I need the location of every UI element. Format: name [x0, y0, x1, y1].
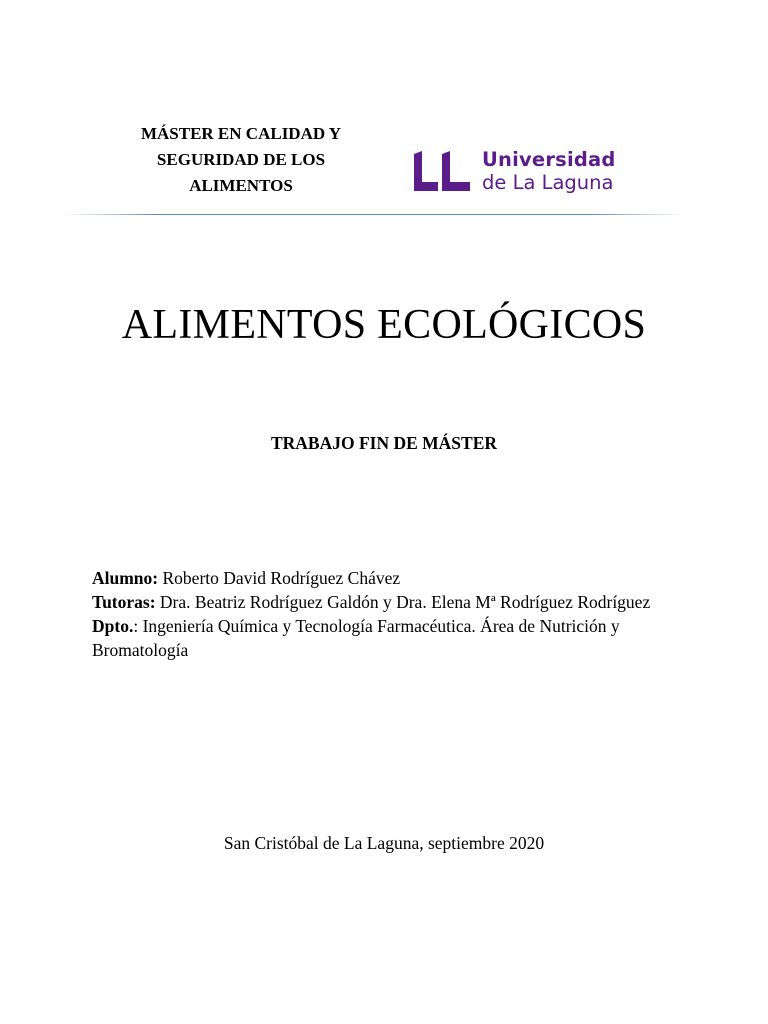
place-date: San Cristóbal de La Laguna, septiembre 2020	[223, 833, 545, 853]
master-title-line: MÁSTER EN CALIDAD Y	[140, 124, 342, 143]
tutoras-label: Tutoras:	[92, 592, 156, 612]
alumno-value: Roberto David Rodríguez Chávez	[158, 568, 401, 588]
logo-line-2: de La Laguna	[482, 171, 614, 194]
document-subtitle: TRABAJO FIN DE MÁSTER	[270, 433, 498, 453]
tutoras-line	[92, 590, 682, 614]
dpto-line	[92, 614, 682, 662]
logo-line-1: Universidad	[482, 148, 616, 171]
header-divider	[64, 214, 684, 215]
alumno-label: Alumno:	[92, 568, 159, 588]
university-logo	[414, 148, 634, 196]
dpto-label: Dpto.	[92, 616, 134, 636]
master-title-line: SEGURIDAD DE LOS	[156, 150, 326, 169]
dpto-value: : Ingeniería Química y Tecnología Farmacéutica. Área de Nutrición y Bromatología	[92, 616, 620, 660]
alumno-line	[92, 566, 682, 590]
tutoras-value: Dra. Beatriz Rodríguez Galdón y Dra. Elena Mª Rodríguez Rodríguez	[155, 592, 651, 612]
ull-logo-icon	[414, 151, 470, 191]
logo-wordmark	[482, 148, 616, 194]
document-title: ALIMENTOS ECOLÓGICOS	[121, 302, 647, 348]
master-program-title	[100, 121, 382, 199]
master-title-line: ALIMENTOS	[189, 176, 293, 195]
author-details	[92, 566, 682, 662]
